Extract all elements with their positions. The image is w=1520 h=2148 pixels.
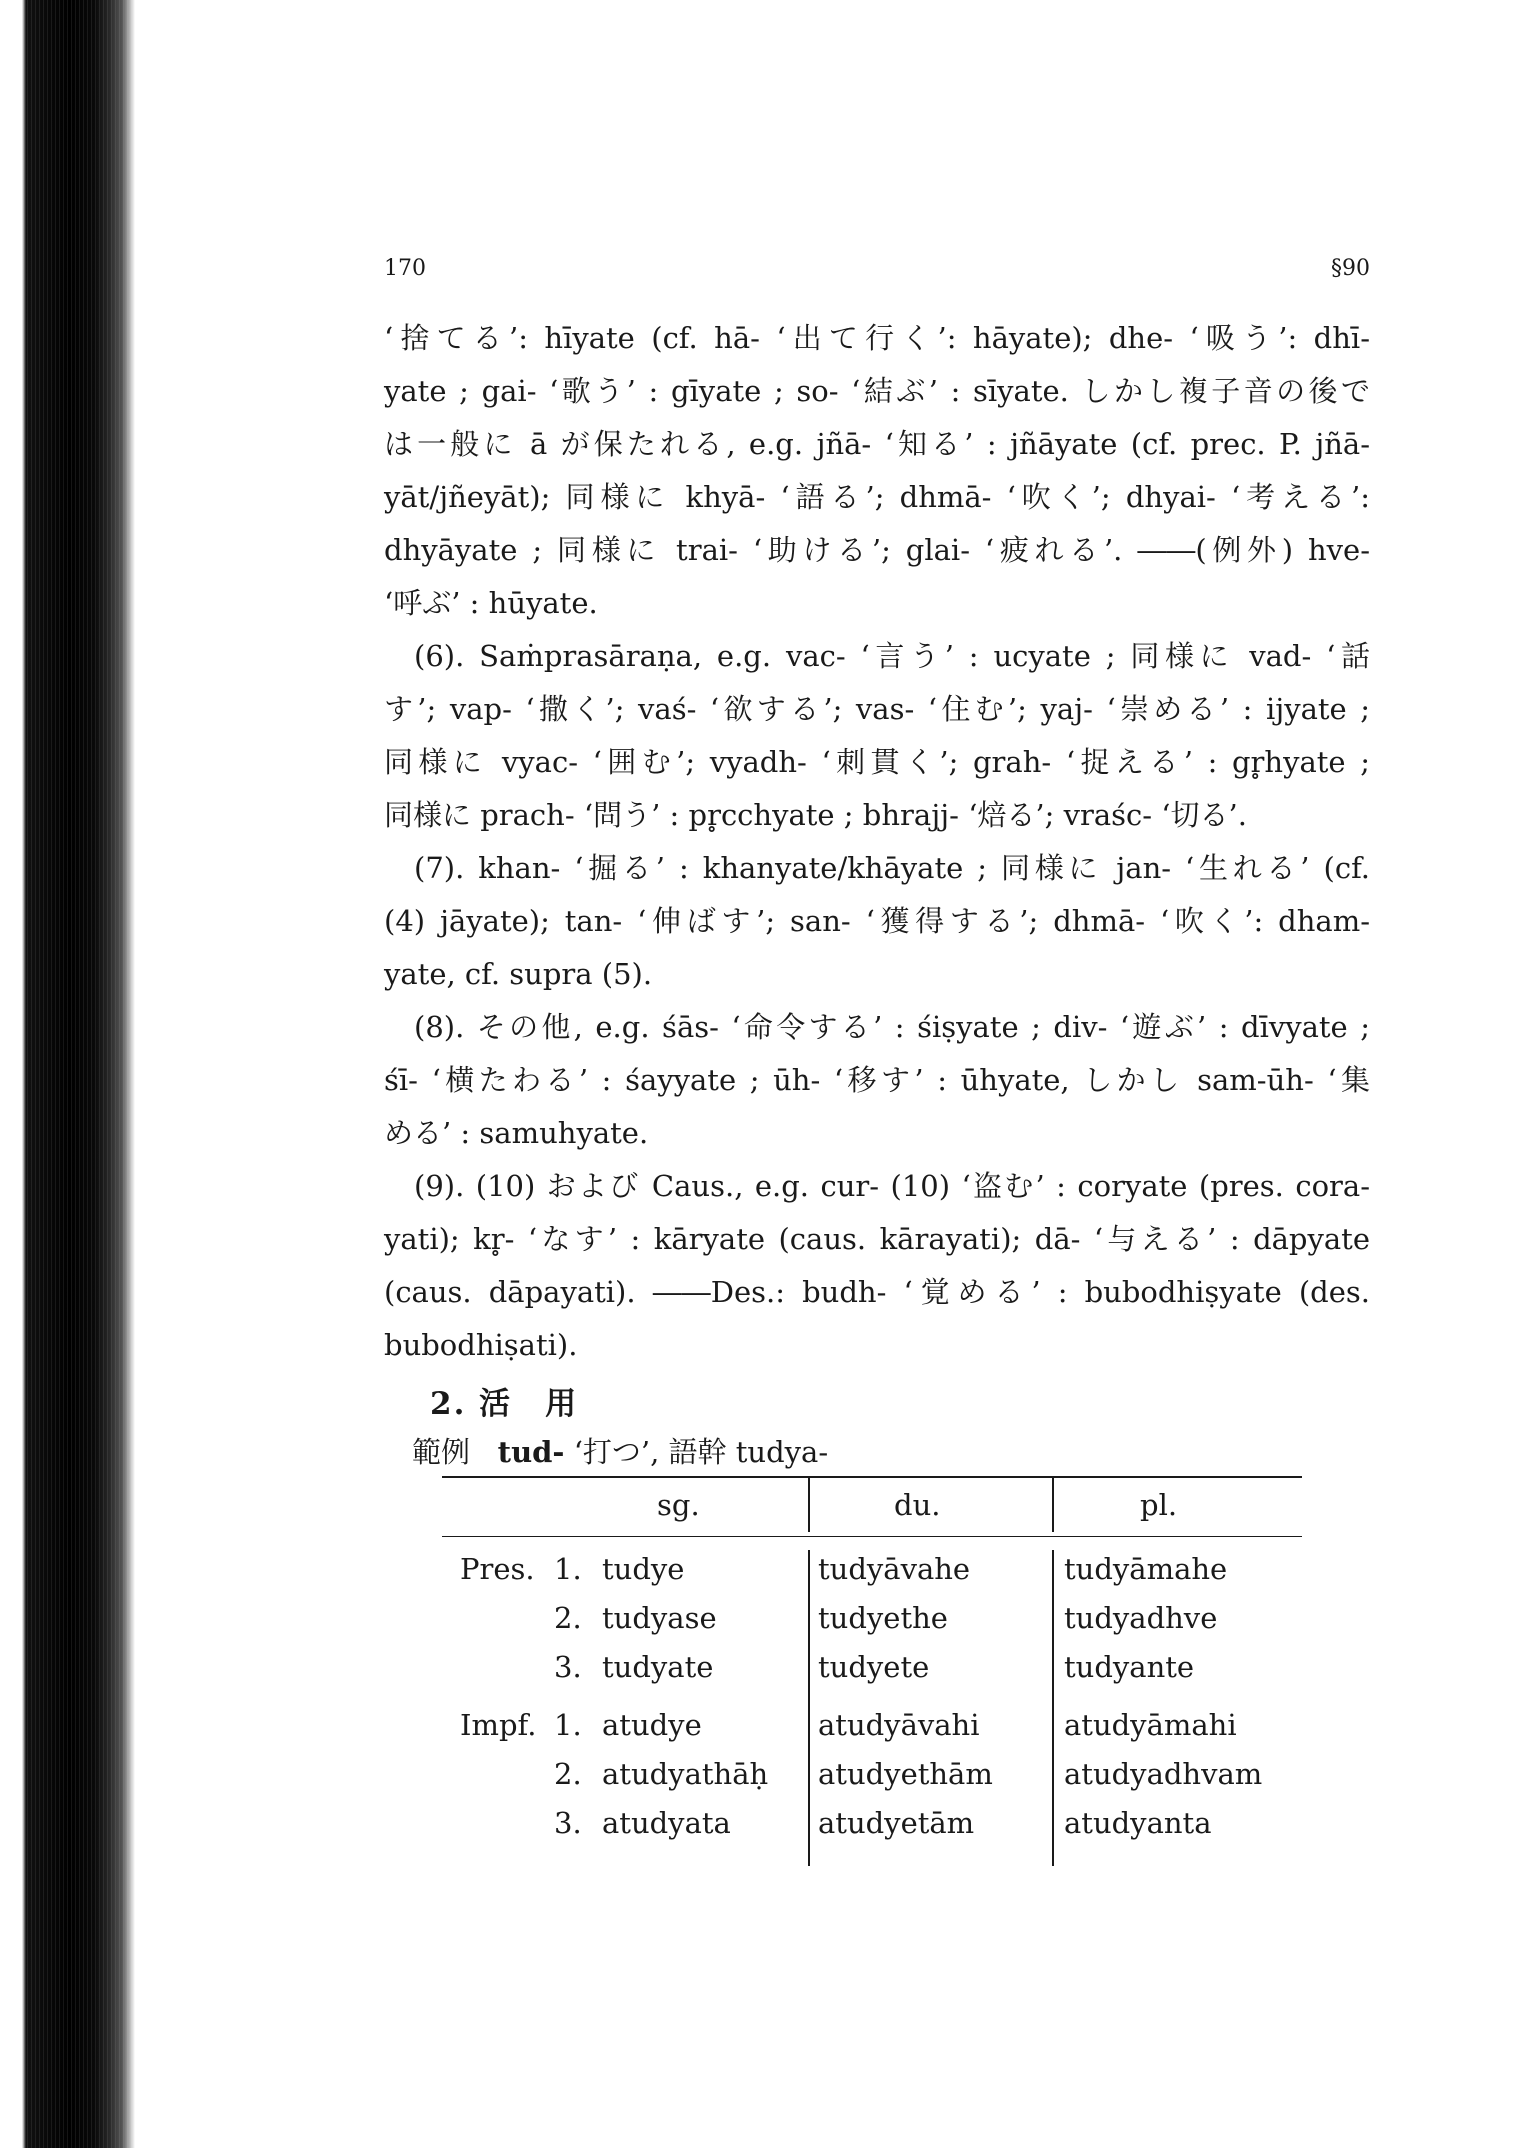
column-divider — [808, 1550, 810, 1866]
example-root: tud- — [497, 1435, 565, 1469]
form-du: atudyetām — [818, 1806, 975, 1840]
text-line: yāt/jñeyāt); 同様に khyā- ‘語る’; dhmā- ‘吹く’; dhyai- ‘考える’: — [384, 480, 1370, 514]
text-line: 同様に vyac- ‘囲む’; vyadh- ‘刺貫く’; grah- ‘捉える’ : gr̥hyate ; — [384, 745, 1370, 779]
form-du: tudyāvahe — [818, 1552, 971, 1586]
text-line: (4) jāyate); tan- ‘伸ばす’; san- ‘獲得する’; dhmā- ‘吹く’: dham- — [384, 904, 1370, 938]
page-number: 170 — [384, 256, 426, 281]
text-line: bubodhiṣati). — [384, 1328, 578, 1362]
text-line: める’ : samuhyate. — [384, 1116, 649, 1150]
example-gloss: ‘打つ’, 語幹 tudya- — [573, 1435, 829, 1469]
form-sg: atudyata — [602, 1806, 731, 1840]
person-number: 1. — [554, 1708, 582, 1742]
header-du: du. — [894, 1488, 941, 1522]
person-number: 2. — [554, 1757, 582, 1791]
form-pl: atudyāmahi — [1064, 1708, 1237, 1742]
group-label: Pres. — [460, 1552, 535, 1586]
text-line: す’; vap- ‘撒く’; vaś- ‘欲する’; vas- ‘住む’; yaj- ‘崇める’ : ijyate ; — [384, 692, 1370, 726]
person-number: 1. — [554, 1552, 582, 1586]
group-label: Impf. — [460, 1708, 537, 1742]
text-line: (caus. dāpayati). ――Des.: budh- ‘覚める’ : bubodhiṣyate (des. — [384, 1275, 1370, 1309]
text-line: は一般に ā が保たれる, e.g. jñā- ‘知る’ : jñāyate (cf. prec. P. jñā- — [384, 427, 1370, 461]
paradigm-example — [412, 1430, 828, 1471]
header-sg: sg. — [657, 1488, 700, 1522]
header-pl: pl. — [1140, 1488, 1178, 1522]
text-line: yati); kr̥- ‘なす’ : kāryate (caus. kārayati); dā- ‘与える’ : dāpyate — [384, 1222, 1370, 1256]
person-number: 3. — [554, 1806, 582, 1840]
subsection-heading: 2. 活 用 — [430, 1386, 579, 1422]
column-divider — [1052, 1550, 1054, 1866]
form-sg: tudyase — [602, 1601, 717, 1635]
form-sg: atudye — [602, 1708, 702, 1742]
form-sg: atudyathāḥ — [602, 1757, 769, 1791]
form-du: atudyethām — [818, 1757, 993, 1791]
text-line: (7). khan- ‘掘る’ : khanyate/khāyate ; 同様に jan- ‘生れる’ (cf. — [414, 851, 1370, 885]
form-pl: atudyadhvam — [1064, 1757, 1263, 1791]
text-line: (6). Saṁprasāraṇa, e.g. vac- ‘言う’ : ucyate ; 同様に vad- ‘話 — [414, 639, 1370, 673]
text-line: 同様に prach- ‘問う’ : pr̥cchyate ; bhrajj- ‘焙る’; vraśc- ‘切る’. — [384, 798, 1247, 832]
form-pl: atudyanta — [1064, 1806, 1212, 1840]
example-prefix: 範例 — [412, 1435, 471, 1469]
form-sg: tudyate — [602, 1650, 714, 1684]
form-du: atudyāvahi — [818, 1708, 980, 1742]
form-sg: tudye — [602, 1552, 685, 1586]
table-header-rule — [442, 1536, 1302, 1537]
section-reference: §90 — [1331, 256, 1370, 281]
form-pl: tudyadhve — [1064, 1601, 1218, 1635]
text-line: yate ; gai- ‘歌う’ : gīyate ; so- ‘結ぶ’ : sīyate. しかし複子音の後で — [384, 374, 1370, 408]
text-line: ‘呼ぶ’ : hūyate. — [384, 586, 598, 620]
table-top-rule — [442, 1476, 1302, 1478]
form-du: tudyete — [818, 1650, 930, 1684]
column-divider — [808, 1476, 810, 1532]
person-number: 3. — [554, 1650, 582, 1684]
column-divider — [1052, 1476, 1054, 1532]
person-number: 2. — [554, 1601, 582, 1635]
text-line: śī- ‘横たわる’ : śayyate ; ūh- ‘移す’ : ūhyate, しかし sam-ūh- ‘集 — [384, 1063, 1370, 1097]
paragraph-text — [384, 312, 1370, 1372]
text-line: dhyāyate ; 同様に trai- ‘助ける’; glai- ‘疲れる’. ――(例外) hve- — [384, 533, 1370, 567]
form-pl: tudyante — [1064, 1650, 1195, 1684]
text-line: (8). その他, e.g. śās- ‘命令する’ : śiṣyate ; div- ‘遊ぶ’ : dīvyate ; — [414, 1010, 1370, 1044]
book-spine-shadow — [0, 0, 135, 2148]
text-line: ‘捨てる’: hīyate (cf. hā- ‘出て行く’: hāyate); dhe- ‘吸う’: dhī- — [384, 321, 1370, 355]
text-line: yate, cf. supra (5). — [384, 957, 653, 991]
form-pl: tudyāmahe — [1064, 1552, 1228, 1586]
form-du: tudyethe — [818, 1601, 948, 1635]
text-line: (9). (10) および Caus., e.g. cur- (10) ‘盗む’ : coryate (pres. cora- — [414, 1169, 1370, 1203]
